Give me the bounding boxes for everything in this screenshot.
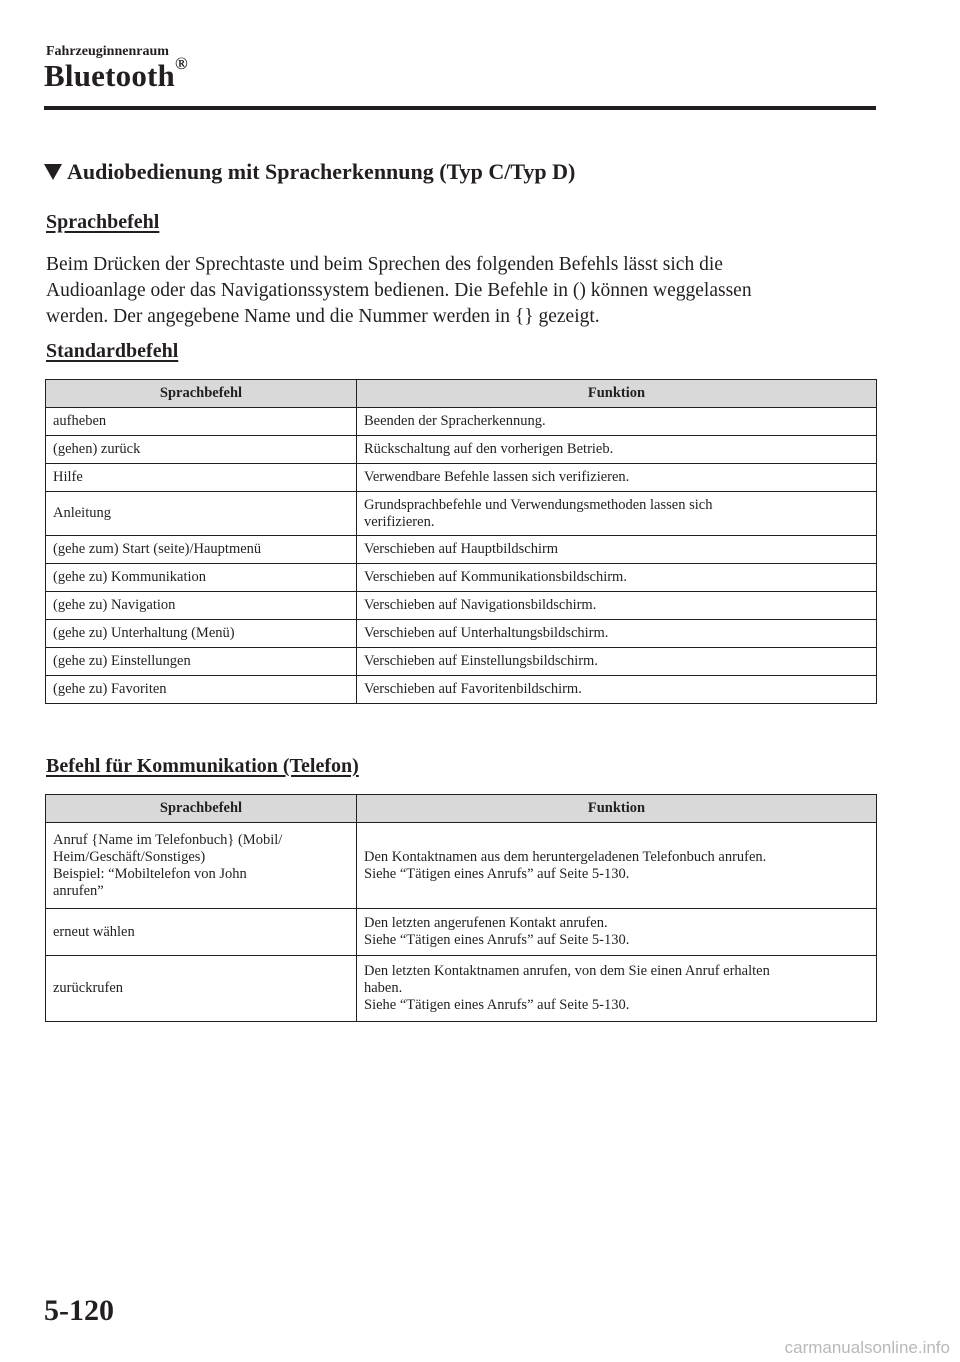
column-header-function: Funktion [357, 380, 877, 408]
chapter-title [44, 53, 188, 94]
standard-commands-table [45, 379, 877, 704]
cell-command: (gehe zu) Einstellungen [46, 648, 357, 676]
cell-command: Anruf {Name im Telefonbuch} (Mobil/ Heim/Geschäft/Sonstiges) Beispiel: “Mobiltelefon von John anrufen” [46, 823, 357, 909]
table-row [46, 564, 877, 592]
cell-command: (gehe zum) Start (seite)/Hauptmenü [46, 536, 357, 564]
cell-function: Verwendbare Befehle lassen sich verifizieren. [357, 464, 877, 492]
table-row [46, 676, 877, 704]
cell-function: Verschieben auf Einstellungsbildschirm. [357, 648, 877, 676]
triangle-down-icon [44, 164, 62, 180]
cell-command: (gehen) zurück [46, 436, 357, 464]
cell-command: erneut wählen [46, 909, 357, 956]
table-row [46, 408, 877, 436]
table-header-row [46, 380, 877, 408]
column-header-command: Sprachbefehl [46, 795, 357, 823]
cell-function: Verschieben auf Navigationsbildschirm. [357, 592, 877, 620]
column-header-function: Funktion [357, 795, 877, 823]
table-row [46, 436, 877, 464]
table-row [46, 823, 877, 909]
topic-heading-text: Audiobedienung mit Spracherkennung (Typ C/Typ D) [67, 159, 576, 184]
cell-command: Anleitung [46, 492, 357, 536]
table-row [46, 492, 877, 536]
watermark: carmanualsonline.info [784, 1338, 950, 1357]
cell-command: (gehe zu) Unterhaltung (Menü) [46, 620, 357, 648]
cell-function: Verschieben auf Favoritenbildschirm. [357, 676, 877, 704]
registered-mark: ® [174, 53, 188, 73]
table-row [46, 464, 877, 492]
header-divider [44, 106, 876, 110]
table-row [46, 956, 877, 1022]
table-row [46, 536, 877, 564]
cell-function: Den letzten Kontaktnamen anrufen, von dem Sie einen Anruf erhalten haben. Siehe “Tätigen eines Anrufs” auf Seite 5-130. [357, 956, 877, 1022]
table-row [46, 909, 877, 956]
section-label: Fahrzeuginnenraum [46, 44, 169, 59]
cell-function: Beenden der Spracherkennung. [357, 408, 877, 436]
cell-function: Verschieben auf Unterhaltungsbildschirm. [357, 620, 877, 648]
table-row [46, 648, 877, 676]
cell-command: (gehe zu) Favoriten [46, 676, 357, 704]
cell-function: Den letzten angerufenen Kontakt anrufen. Siehe “Tätigen eines Anrufs” auf Seite 5-130. [357, 909, 877, 956]
cell-function: Verschieben auf Kommunikationsbildschirm. [357, 564, 877, 592]
intro-paragraph [46, 252, 876, 330]
table-row [46, 620, 877, 648]
cell-function: Grundsprachbefehle und Verwendungsmethoden lassen sich verifizieren. [357, 492, 877, 536]
table-header-row [46, 795, 877, 823]
communication-commands-table [45, 794, 877, 1022]
chapter-title-text: Bluetooth [44, 58, 175, 93]
intro-line: Beim Drücken der Sprechtaste und beim Sprechen des folgenden Befehls lässt sich die [46, 254, 723, 275]
table-row [46, 592, 877, 620]
subheading-standardbefehl: Standardbefehl [46, 340, 179, 362]
cell-function: Den Kontaktnamen aus dem heruntergeladenen Telefonbuch anrufen. Siehe “Tätigen eines Anrufs” auf Seite 5-130. [357, 823, 877, 909]
subheading-sprachbefehl: Sprachbefehl [46, 211, 160, 233]
cell-command: (gehe zu) Kommunikation [46, 564, 357, 592]
cell-function: Verschieben auf Hauptbildschirm [357, 536, 877, 564]
page-number: 5-120 [44, 1294, 114, 1327]
intro-line: Audioanlage oder das Navigationssystem bedienen. Die Befehle in () können weggelassen [46, 280, 752, 301]
cell-command: (gehe zu) Navigation [46, 592, 357, 620]
cell-command: aufheben [46, 408, 357, 436]
column-header-command: Sprachbefehl [46, 380, 357, 408]
cell-command: zurückrufen [46, 956, 357, 1022]
subheading-communication: Befehl für Kommunikation (Telefon) [46, 755, 359, 777]
topic-heading [44, 159, 575, 185]
intro-line: werden. Der angegebene Name und die Nummer werden in {} gezeigt. [46, 306, 600, 327]
cell-command: Hilfe [46, 464, 357, 492]
cell-function: Rückschaltung auf den vorherigen Betrieb. [357, 436, 877, 464]
